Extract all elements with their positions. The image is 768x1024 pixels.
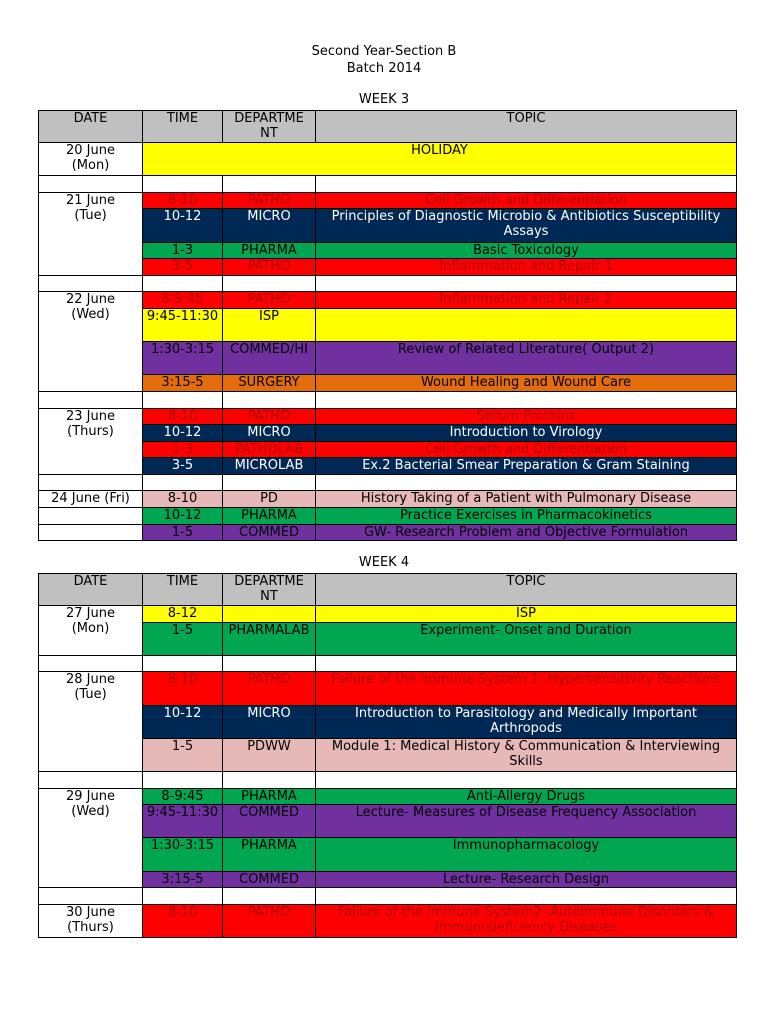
department-cell: COMMED	[223, 871, 316, 888]
department-cell: PATHO	[223, 259, 316, 276]
empty-cell	[316, 771, 737, 788]
spacer-row	[39, 275, 737, 292]
topic-cell: Introduction to Parasitology and Medically Important Arthropods	[316, 705, 737, 738]
date-cell: 27 June (Mon)	[39, 606, 143, 656]
header-row	[39, 574, 737, 606]
time-cell: 3-5	[143, 259, 223, 276]
topic-header: TOPIC	[316, 111, 737, 143]
spacer-row	[39, 771, 737, 788]
department-header: DEPARTME NT	[223, 574, 316, 606]
topic-cell: Inflammation and Repair 1	[316, 259, 737, 276]
time-cell: 10-12	[143, 425, 223, 442]
session-row	[39, 788, 737, 805]
empty-cell	[316, 391, 737, 408]
time-cell: 1-5	[143, 738, 223, 771]
time-cell: 8-12	[143, 606, 223, 623]
session-row	[39, 375, 737, 392]
page-title: Second Year-Section B	[311, 44, 457, 59]
topic-cell: Ex.2 Bacterial Smear Preparation & Gram Staining	[316, 458, 737, 475]
time-cell: 8-10	[143, 491, 223, 508]
date-cell: 24 June (Fri)	[39, 491, 143, 508]
session-row	[39, 904, 737, 937]
empty-cell	[223, 391, 316, 408]
session-row	[39, 871, 737, 888]
topic-cell: Introduction to Virology	[316, 425, 737, 442]
spacer-row	[39, 474, 737, 491]
session-row	[39, 672, 737, 705]
time-cell: 1:30-3:15	[143, 342, 223, 375]
spacer-row	[39, 655, 737, 672]
session-row	[39, 308, 737, 341]
topic-cell: HOLIDAY	[143, 143, 737, 176]
topic-cell: Practice Exercises in Pharmacokinetics	[316, 508, 737, 525]
page-subtitle: Batch 2014	[346, 61, 422, 76]
department-cell: PATHO	[223, 904, 316, 937]
empty-cell	[143, 655, 223, 672]
topic-cell: Module 1: Medical History & Communication & Interviewing Skills	[316, 738, 737, 771]
date-cell	[39, 508, 143, 525]
week-3-label: WEEK 3	[358, 92, 410, 107]
spacer-row	[39, 176, 737, 193]
time-header: TIME	[143, 111, 223, 143]
time-cell: 1-3	[143, 441, 223, 458]
empty-cell	[223, 771, 316, 788]
department-cell: PATHO	[223, 408, 316, 425]
empty-cell	[316, 888, 737, 905]
topic-cell: Failure of the Immune System2- Autoimmune Disorders & Immunodeficiency Diseases	[316, 904, 737, 937]
session-row	[39, 606, 737, 623]
empty-cell	[143, 176, 223, 193]
time-cell: 8-10	[143, 192, 223, 209]
department-cell: MICROLAB	[223, 458, 316, 475]
week-4-label: WEEK 4	[358, 555, 410, 570]
department-cell	[223, 606, 316, 623]
time-cell: 8-10	[143, 408, 223, 425]
session-row	[39, 143, 737, 176]
empty-cell	[223, 888, 316, 905]
time-cell: 10-12	[143, 209, 223, 242]
department-cell: SURGERY	[223, 375, 316, 392]
department-header: DEPARTME NT	[223, 111, 316, 143]
session-row	[39, 458, 737, 475]
empty-cell	[316, 655, 737, 672]
department-cell: PHARMA	[223, 508, 316, 525]
topic-header: TOPIC	[316, 574, 737, 606]
topic-cell: Principles of Diagnostic Microbio & Antibiotics Susceptibility Assays	[316, 209, 737, 242]
topic-cell: History Taking of a Patient with Pulmonary Disease	[316, 491, 737, 508]
topic-cell: Cell Growth and Differentiation	[316, 441, 737, 458]
department-cell: MICRO	[223, 209, 316, 242]
time-cell: 10-12	[143, 508, 223, 525]
date-cell	[39, 524, 143, 541]
empty-cell	[39, 655, 143, 672]
time-cell: 1-5	[143, 524, 223, 541]
empty-cell	[316, 275, 737, 292]
week-4-table	[38, 573, 737, 938]
date-cell: 23 June (Thurs)	[39, 408, 143, 474]
topic-cell: Lecture- Measures of Disease Frequency Association	[316, 805, 737, 838]
department-cell: PDWW	[223, 738, 316, 771]
empty-cell	[143, 391, 223, 408]
time-cell: 8-9:45	[143, 788, 223, 805]
department-cell: PHARMA	[223, 788, 316, 805]
date-cell: 22 June (Wed)	[39, 292, 143, 392]
topic-cell: Inflammation and Repair 2	[316, 292, 737, 309]
time-cell: 9:45-11:30	[143, 805, 223, 838]
session-row	[39, 622, 737, 655]
time-cell: 10-12	[143, 705, 223, 738]
empty-cell	[223, 275, 316, 292]
session-row	[39, 508, 737, 525]
empty-cell	[143, 888, 223, 905]
date-cell: 21 June (Tue)	[39, 192, 143, 275]
topic-cell: Anti-Allergy Drugs	[316, 788, 737, 805]
time-cell: 8-10	[143, 904, 223, 937]
session-row	[39, 242, 737, 259]
session-row	[39, 705, 737, 738]
session-row	[39, 524, 737, 541]
empty-cell	[39, 888, 143, 905]
department-cell: PATHO	[223, 192, 316, 209]
department-cell: COMMED/HI	[223, 342, 316, 375]
empty-cell	[143, 474, 223, 491]
topic-cell: Failure of the Immune System 1- Hypersensitivity Reactions	[316, 672, 737, 705]
time-cell: 8-10	[143, 672, 223, 705]
topic-cell: Review of Related Literature( Output 2)	[316, 342, 737, 375]
department-cell: COMMED	[223, 805, 316, 838]
empty-cell	[143, 771, 223, 788]
empty-cell	[39, 176, 143, 193]
session-row	[39, 838, 737, 871]
session-row	[39, 192, 737, 209]
topic-cell: ISP	[316, 606, 737, 623]
session-row	[39, 425, 737, 442]
session-row	[39, 342, 737, 375]
time-cell: 1-5	[143, 622, 223, 655]
empty-cell	[39, 391, 143, 408]
department-cell: PD	[223, 491, 316, 508]
session-row	[39, 491, 737, 508]
empty-cell	[316, 474, 737, 491]
department-cell: ISP	[223, 308, 316, 341]
empty-cell	[39, 771, 143, 788]
session-row	[39, 408, 737, 425]
department-cell: PHARMALAB	[223, 622, 316, 655]
date-cell: 20 June (Mon)	[39, 143, 143, 176]
header-row	[39, 111, 737, 143]
spacer-row	[39, 391, 737, 408]
time-cell: 1-3	[143, 242, 223, 259]
session-row	[39, 805, 737, 838]
department-cell: PHARMA	[223, 242, 316, 259]
department-cell: PATHOLAB	[223, 441, 316, 458]
empty-cell	[143, 275, 223, 292]
session-row	[39, 209, 737, 242]
time-header: TIME	[143, 574, 223, 606]
topic-cell: Lecture- Research Design	[316, 871, 737, 888]
department-cell: COMMED	[223, 524, 316, 541]
time-cell: 9:45-11:30	[143, 308, 223, 341]
topic-cell: Immunopharmacology	[316, 838, 737, 871]
empty-cell	[223, 474, 316, 491]
time-cell: 8-9:45	[143, 292, 223, 309]
session-row	[39, 259, 737, 276]
time-cell: 3-5	[143, 458, 223, 475]
date-cell: 28 June (Tue)	[39, 672, 143, 772]
empty-cell	[223, 655, 316, 672]
department-cell: PHARMA	[223, 838, 316, 871]
time-cell: 3:15-5	[143, 871, 223, 888]
session-row	[39, 292, 737, 309]
department-cell: PATHO	[223, 672, 316, 705]
department-cell: MICRO	[223, 705, 316, 738]
date-header: DATE	[39, 574, 143, 606]
date-cell: 29 June (Wed)	[39, 788, 143, 888]
topic-cell: Serum Proteins	[316, 408, 737, 425]
session-row	[39, 738, 737, 771]
session-row	[39, 441, 737, 458]
topic-cell: Basic Toxicology	[316, 242, 737, 259]
time-cell: 1:30-3:15	[143, 838, 223, 871]
date-cell: 30 June (Thurs)	[39, 904, 143, 937]
topic-cell: Wound Healing and Wound Care	[316, 375, 737, 392]
empty-cell	[316, 176, 737, 193]
time-cell: 3:15-5	[143, 375, 223, 392]
topic-cell	[316, 308, 737, 341]
topic-cell: Experiment- Onset and Duration	[316, 622, 737, 655]
date-header: DATE	[39, 111, 143, 143]
empty-cell	[223, 176, 316, 193]
empty-cell	[39, 275, 143, 292]
empty-cell	[39, 474, 143, 491]
spacer-row	[39, 888, 737, 905]
topic-cell: Cell Growth and Differentiation	[316, 192, 737, 209]
department-cell: MICRO	[223, 425, 316, 442]
topic-cell: GW- Research Problem and Objective Formulation	[316, 524, 737, 541]
week-3-table	[38, 110, 737, 541]
department-cell: PATHO	[223, 292, 316, 309]
